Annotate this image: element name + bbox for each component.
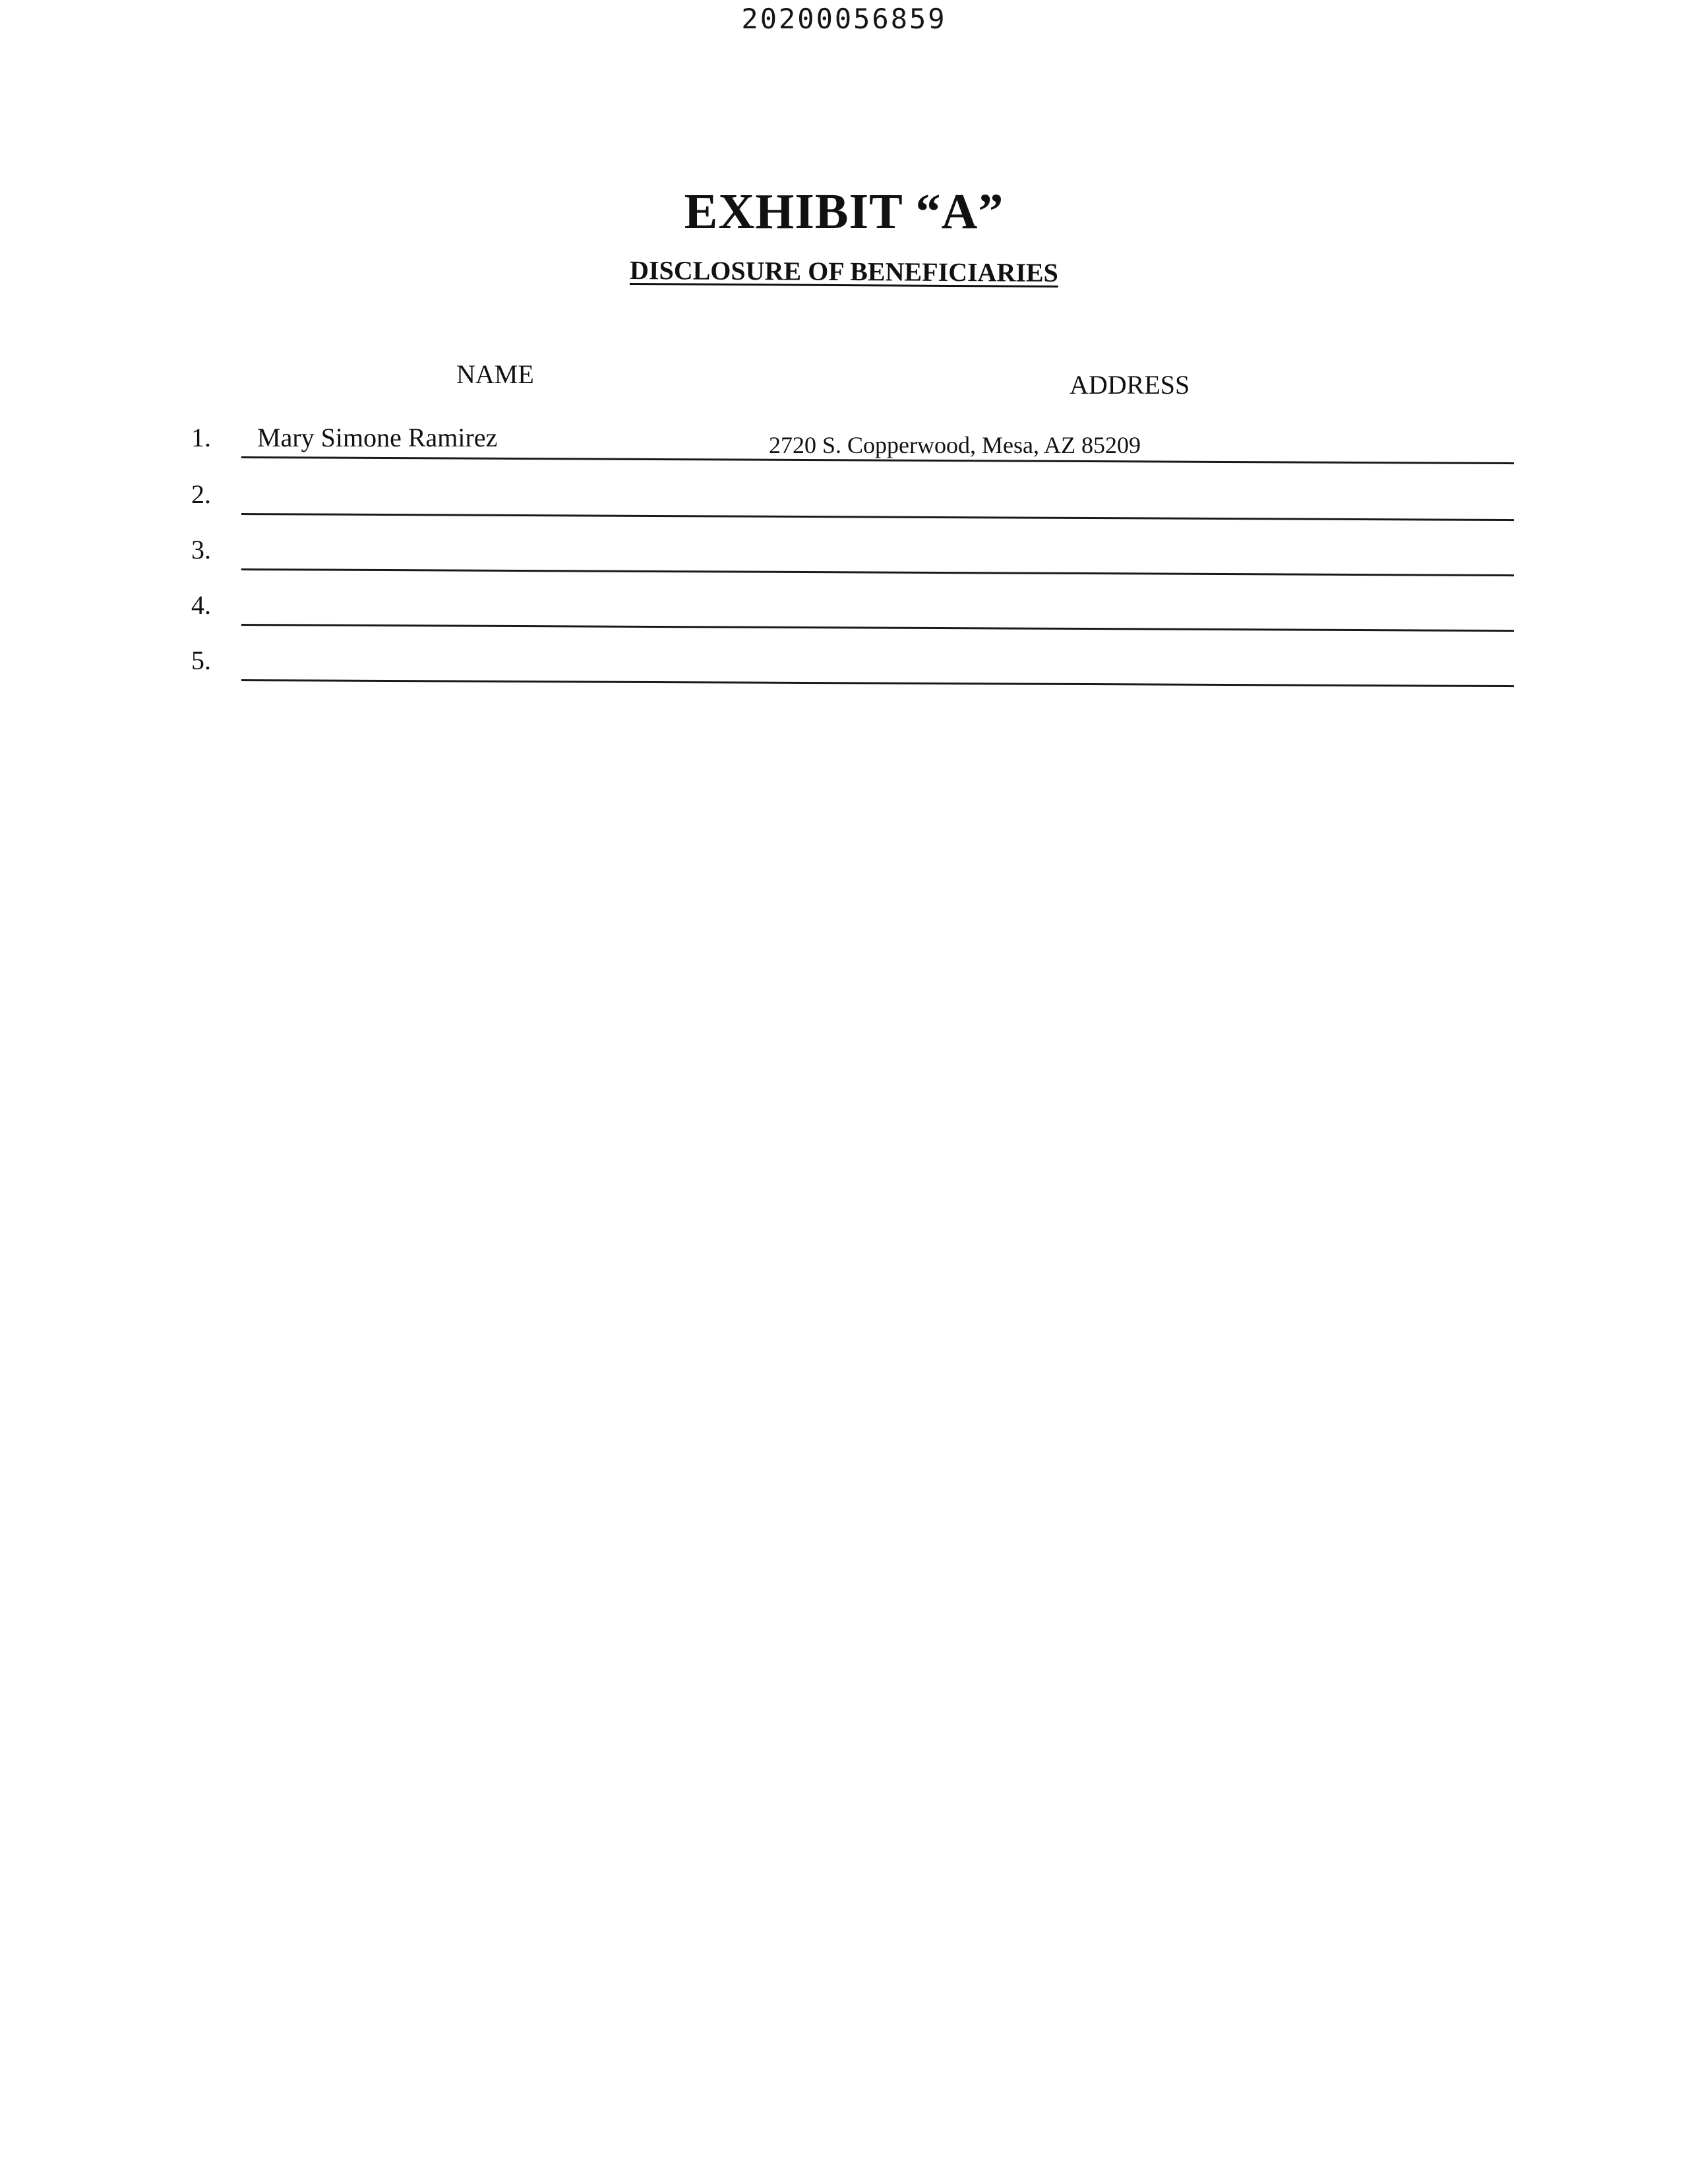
- beneficiary-address: 2720 S. Copperwood, Mesa, AZ 85209: [769, 432, 1141, 458]
- name-column-header: NAME: [456, 359, 534, 389]
- exhibit-subtitle: DISCLOSURE OF BENEFICIARIES: [629, 255, 1059, 288]
- beneficiary-row: [0, 645, 1688, 684]
- entry-line: [241, 679, 1514, 687]
- entry-line: [241, 513, 1514, 521]
- row-number: 4.: [191, 590, 211, 620]
- exhibit-title: EXHIBIT “A”: [684, 184, 1004, 239]
- row-number: 5.: [191, 646, 211, 675]
- row-number: 3.: [191, 535, 211, 564]
- row-number: 1.: [191, 423, 211, 452]
- beneficiary-row: [0, 534, 1688, 574]
- entry-line: [241, 624, 1514, 632]
- beneficiary-row: [0, 479, 1688, 518]
- beneficiary-name: Mary Simone Ramirez: [257, 423, 498, 452]
- row-number: 2.: [191, 479, 211, 509]
- entry-line: [241, 568, 1514, 576]
- beneficiary-row: [0, 590, 1688, 629]
- document-number: 20200056859: [741, 3, 947, 35]
- address-column-header: ADDRESS: [1070, 370, 1190, 400]
- beneficiary-row: [0, 422, 1688, 462]
